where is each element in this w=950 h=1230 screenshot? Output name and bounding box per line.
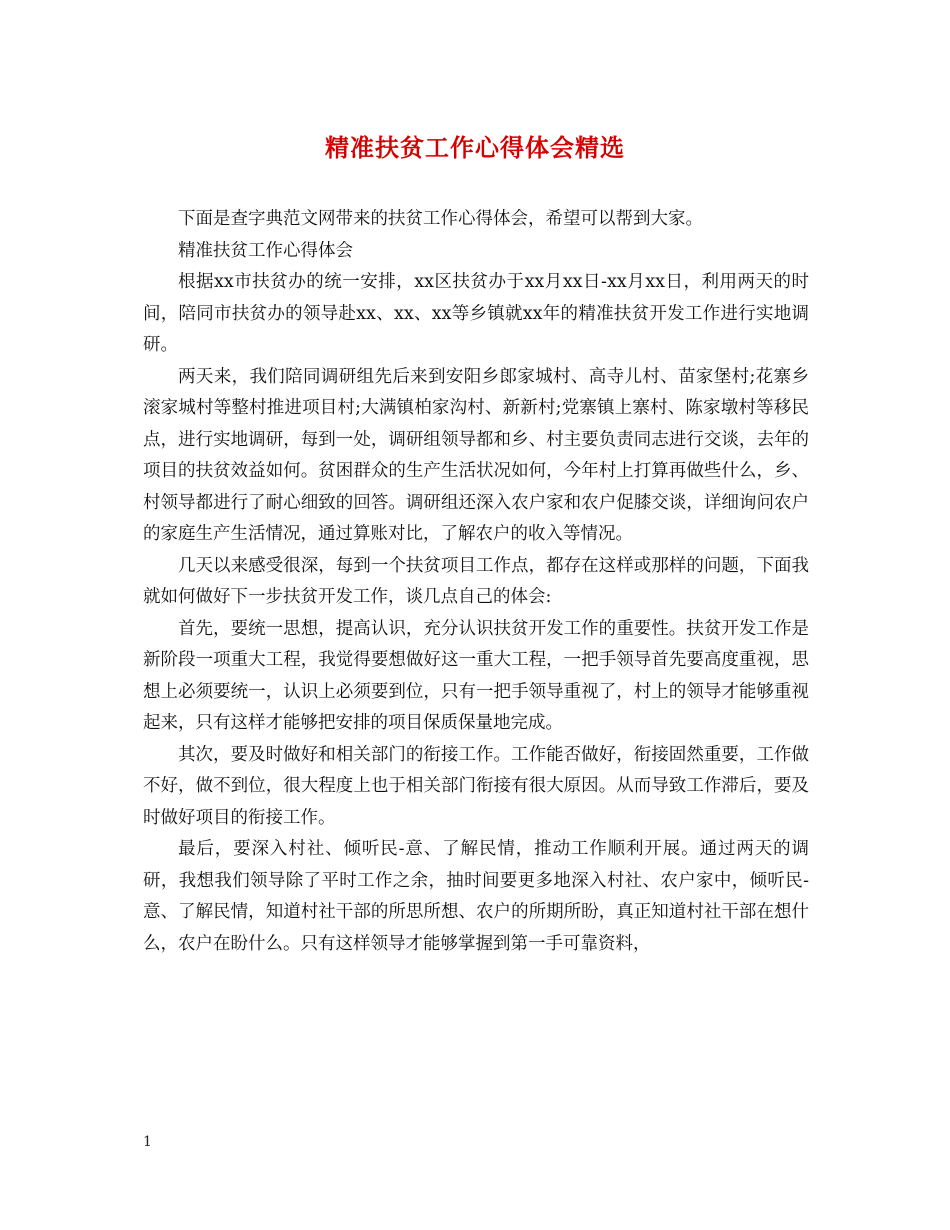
paragraph: 两天来，我们陪同调研组先后来到安阳乡郎家城村、高寺儿村、苗家堡村;花寨乡滚家城村等整村推进项目村;大满镇柏家沟村、新新村;党寨镇上寨村、陈家墩村等移民点，进行实地调研，每到一处，调研组领导都和乡、村主要负责同志进行交谈，去年的项目的扶贫效益如何。贫困群众的生产生活状况如何，今年村上打算再做些什么，乡、村领导都进行了耐心细致的回答。调研组还深入农户家和农户促膝交谈，详细询问农户的家庭生产生活情况，通过算账对比，了解农户的收入等情况。	[143, 366, 809, 544]
paragraph-subheading: 精准扶贫工作心得体会	[178, 240, 353, 261]
document-body	[143, 204, 809, 960]
paragraph: 其次，要及时做好和相关部门的衔接工作。工作能否做好，衔接固然重要，工作做不好，做不到位，很大程度上也于相关部门衔接有很大原因。从而导致工作滞后，要及时做好项目的衔接工作。	[143, 744, 809, 828]
document-title: 精准扶贫工作心得体会精选	[325, 133, 625, 162]
paragraph-intro: 下面是查字典范文网带来的扶贫工作心得体会，希望可以帮到大家。	[178, 209, 703, 229]
page-number: 1	[143, 1134, 152, 1150]
paragraph: 最后，要深入村社、倾听民-意、了解民情，推动工作顺利开展。通过两天的调研，我想我们领导除了平时工作之余，抽时间要更多地深入村社、农户家中，倾听民-意、了解民情，知道村社干部的所思所想、农户的所期所盼，真正知道村社干部在想什么，农户在盼什么。只有这样领导才能够掌握到第一手可靠资料，	[143, 839, 809, 954]
paragraph: 根据xx市扶贫办的统一安排，xx区扶贫办于xx月xx日-xx月xx日，利用两天的时间，陪同市扶贫办的领导赴xx、xx、xx等乡镇就xx年的精准扶贫开发工作进行实地调研。	[143, 272, 809, 355]
paragraph: 几天以来感受很深，每到一个扶贫项目工作点，都存在这样或那样的问题，下面我就如何做好下一步扶贫开发工作，谈几点自己的体会:	[143, 555, 809, 607]
paragraph: 首先，要统一思想，提高认识，充分认识扶贫开发工作的重要性。扶贫开发工作是新阶段一项重大工程，我觉得要想做好这一重大工程，一把手领导首先要高度重视，思想上必须要统一，认识上必须要到位，只有一把手领导重视了，村上的领导才能够重视起来，只有这样才能够把安排的项目保质保量地完成。	[143, 618, 809, 733]
